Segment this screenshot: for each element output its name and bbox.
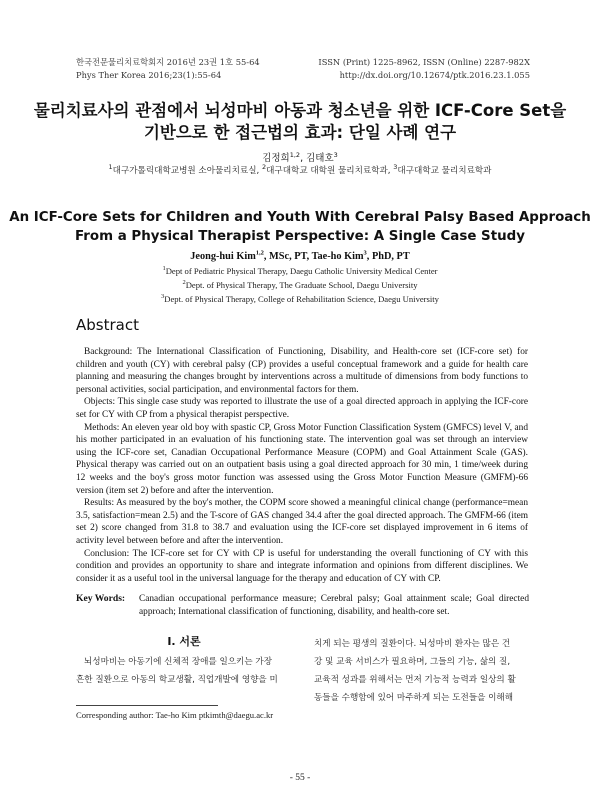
korean-aff2-sup: 2 bbox=[261, 163, 267, 172]
english-title-line1: An ICF-Core Sets for Children and Youth With Cerebral Palsy Based Approach bbox=[9, 210, 591, 225]
korean-aff1-sup: 1 bbox=[108, 163, 113, 172]
korean-title-line1: 물리치료사의 관점에서 뇌성마비 아동과 청소년을 위한 ICF-Core Set을 bbox=[33, 101, 567, 120]
korean-aff2: 대구대학교 대학원 물리치료학과, bbox=[266, 166, 391, 176]
abstract-results: Results: As measured by the boy's mother, the COPM score showed a meaningful clinical change (performance=mean 3.5, satisfaction=mean 2.5) and the T-score of GAS changed 34.4 after the goal directed approach. The GMFM-66 (item set 2) score changed from 31.8 to 38.7 and evaluation using the ICF-core set displayed improvement in 6 items of activity level between before and after the intervention. bbox=[76, 498, 528, 546]
intro-right-column bbox=[314, 635, 516, 707]
korean-title bbox=[0, 100, 600, 144]
keywords-text: Canadian occupational performance measure; Cerebral palsy; Goal attainment scale; Goal directed approach; International classification of functioning, disability, and health-core set. bbox=[139, 594, 529, 617]
abstract-heading: Abstract bbox=[76, 316, 139, 334]
korean-aff1: 대구가톨릭대학교병원 소아물리치료실, bbox=[112, 166, 260, 176]
abstract-methods: Methods: An eleven year old boy with spastic CP, Gross Motor Function Classification System (GMFCS) level V, and his mother participated in an evaluation of his functioning state. The intervention goal was set through an interview using the ICF-core set, Canadian Occupational Performance Measure (COPM) and Goal Attainment Scale (GAS). Physical therapy was carried out on an outpatient basis using a goal directed approach for 30 min, 1 time/week during 12 weeks and the boy's gross motor function was assessed using the Gross Motor Function Measure (GMFM)-66 version (item set 2) before and after the intervention. bbox=[76, 422, 528, 496]
english-title-line2: From a Physical Therapist Perspective: A Single Case Study bbox=[75, 229, 525, 244]
english-aff1: Dept of Pediatric Physical Therapy, Daegu Catholic University Medical Center bbox=[165, 266, 438, 276]
english-aff3-sup: 3 bbox=[161, 293, 165, 301]
english-affiliations bbox=[0, 264, 600, 306]
korean-author2-sup: 3 bbox=[333, 150, 338, 159]
english-aff2: Dept. of Physical Therapy, The Graduate School, Daegu University bbox=[185, 280, 418, 290]
introduction-heading: Ⅰ. 서론 bbox=[167, 635, 201, 648]
korean-affiliations bbox=[0, 165, 600, 178]
korean-author2: 김태호 bbox=[306, 153, 334, 164]
korean-aff3: 대구대학교 물리치료학과 bbox=[397, 166, 492, 176]
keywords-label: Key Words: bbox=[76, 593, 126, 604]
english-aff2-line bbox=[0, 278, 600, 292]
korean-authors: 김정희$^{1,2}$, 김태호$^3$ bbox=[262, 150, 338, 164]
corresponding-author-footnote: Corresponding author: Tae-ho Kim ptkimth@daegu.ac.kr bbox=[76, 710, 274, 720]
english-aff3: Dept. of Physical Therapy, College of Rehabilitation Science, Daegu University bbox=[164, 294, 439, 304]
intro-left-column bbox=[76, 653, 278, 689]
journal-english-citation: Phys Ther Korea 2016;23(1):55-64 bbox=[76, 70, 222, 80]
issn-line: ISSN (Print) 1225-8962, ISSN (Online) 2287-982X bbox=[318, 57, 530, 67]
korean-aff3-sup: 3 bbox=[393, 163, 398, 172]
intro-right-line4: 동들을 수행함에 있어 마주하게 되는 도전들을 이해해 bbox=[314, 693, 514, 703]
intro-right-line3: 교육적 성과를 위해서는 먼저 기능적 능력과 일상의 활 bbox=[314, 675, 516, 685]
english-aff1-line bbox=[0, 264, 600, 278]
korean-title-line2: 기반으로 한 접근법의 효과: 단일 사례 연구 bbox=[143, 123, 457, 142]
korean-author1: 김정희 bbox=[262, 153, 290, 164]
english-author1-sup: 1,2 bbox=[255, 249, 264, 257]
abstract-body bbox=[76, 346, 528, 585]
abstract-background: Background: The International Classification of Functioning, Disability, and Health-core set (ICF-core set) for children and youth (CY) with cerebral palsy (CP) provides a useful conceptual framework and a guide for health care planning and measuring the changes brought by interventions across a multitude of dimensions from body functions to personal activities, social participation, and environmental factors for them. bbox=[76, 347, 528, 395]
intro-right-line1: 치게 되는 평생의 질환이다. 뇌성마비 환자는 많은 건 bbox=[314, 639, 511, 649]
english-aff2-sup: 2 bbox=[182, 279, 186, 287]
english-authors bbox=[0, 250, 600, 264]
english-title bbox=[0, 208, 600, 246]
english-author1-degrees: , MSc, PT, Tae-ho Kim bbox=[263, 251, 364, 262]
footnote-rule bbox=[76, 705, 218, 706]
korean-author1-sup: 1,2 bbox=[289, 150, 301, 159]
abstract-objects: Objects: This single case study was reported to illustrate the use of a goal directed approach in applying the ICF-core set for CY with CP from a physical therapist perspective. bbox=[76, 397, 528, 420]
page-number: - 55 - bbox=[289, 773, 311, 783]
english-aff1-sup: 1 bbox=[162, 265, 166, 273]
intro-left-line2: 흔한 질환으로 아동의 학교생활, 직업개발에 영향을 미 bbox=[76, 675, 278, 685]
abstract-conclusion: Conclusion: The ICF-core set for CY with CP is useful for understanding the overall functioning of CY with this condition and provides an opportunity to share and integrate information and opinions from different disciplines. We consider it as a useful tool in the universal language for the therapy and education of CY with CP. bbox=[76, 548, 528, 584]
journal-korean-citation: 한국전문물리치료학회지 2016년 23권 1호 55-64 bbox=[76, 57, 260, 67]
english-author1: Jeong-hui Kim bbox=[190, 251, 256, 262]
doi-link[interactable]: http://dx.doi.org/10.12674/ptk.2016.23.1.055 bbox=[339, 70, 530, 80]
intro-left-line1: 뇌성마비는 아동기에 신체적 장애를 일으키는 가장 bbox=[84, 657, 272, 667]
intro-right-line2: 강 및 교육 서비스가 필요하며, 그들의 기능, 삶의 질, bbox=[314, 657, 511, 667]
english-author2-sup: 3 bbox=[363, 249, 367, 257]
english-aff3-line bbox=[0, 292, 600, 306]
english-author2-degrees: , PhD, PT bbox=[366, 251, 410, 262]
